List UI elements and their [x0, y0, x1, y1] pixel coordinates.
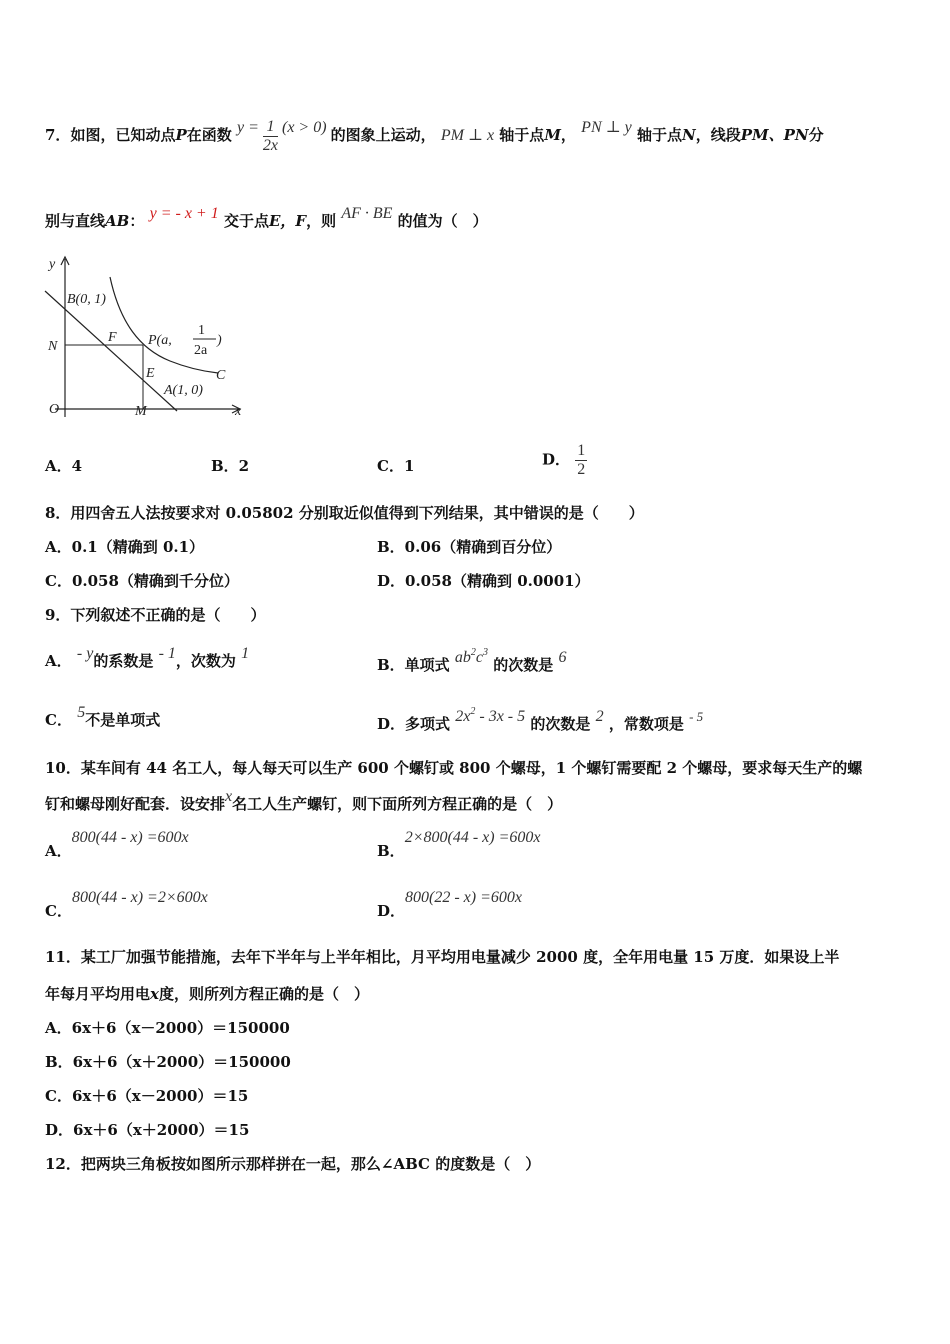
q8-option-b: B．0.06（精确到百分位） [377, 538, 562, 556]
label-b: B(0, 1) [67, 292, 106, 307]
q10-option-b: B．2×800(44 - x) =600x [377, 829, 541, 860]
q11-line1: 11．某工厂加强节能措施，去年下半年与上半年相比，月平均用电量减少 2000 度，全年用电量 15 万度．如果设上半 [45, 948, 840, 966]
q8-stem: 8．用四舍五人法按要求对 0.05802 分别取近似值得到下列结果，其中错误的是（ ） [45, 504, 644, 522]
q11-option-b: B．6x＋6（x＋2000）＝150000 [45, 1053, 291, 1071]
label-c: C [216, 368, 226, 383]
q8-option-d: D．0.058（精确到 0.0001） [377, 572, 590, 590]
q12-stem: 12．把两块三角板按如图所示那样拼在一起，那么∠ABC 的度数是（ ） [45, 1155, 541, 1173]
q11-option-c: C．6x＋6（x－2000）＝15 [45, 1087, 249, 1105]
q10-option-c: C．800(44 - x) =2×600x [45, 889, 208, 920]
label-p-den: 2a [194, 343, 208, 358]
q9-option-c: C． 5不是单项式 [45, 704, 161, 729]
pm-perp-x: PM ⊥ x [440, 127, 495, 145]
q10-option-d: D．800(22 - x) =600x [377, 889, 522, 920]
q11-option-a: A．6x＋6（x－2000）＝150000 [45, 1019, 290, 1037]
q11-line2: 年每月平均用电x度，则所列方程正确的是（ ） [45, 985, 369, 1003]
label-p-num: 1 [198, 323, 205, 338]
line-equation: y = - x + 1 [149, 205, 219, 222]
label-p: P(a, [148, 333, 172, 348]
label-f: F [108, 330, 117, 345]
function-expression: y = $\frac{1}{2x}$ (x > 0) [236, 118, 327, 154]
q7-option-d: D． $\frac{1}{2}$ [542, 442, 586, 478]
q7-option-c: C．1 [377, 457, 415, 475]
q8-option-a: A．0.1（精确到 0.1） [45, 538, 205, 556]
q11-option-d: D．6x＋6（x＋2000）＝15 [45, 1121, 250, 1139]
q9-option-a: A． - y的系数是 - 1，次数为 1 [45, 645, 250, 670]
q10-line1: 10．某车间有 44 名工人，每人每天可以生产 600 个螺钉或 800 个螺母，1 个螺钉需要配 2 个螺母，要求每天生产的螺 [45, 759, 863, 777]
q10-option-a: A．800(44 - x) =600x [45, 829, 189, 860]
label-x: x [235, 404, 242, 419]
q9-stem: 9．下列叙述不正确的是（ ） [45, 606, 266, 624]
q9-option-b: B．单项式 $ab^2c^3$ 的次数是 6 [377, 647, 567, 674]
label-p-close: ) [217, 333, 222, 348]
q7-option-b: B．2 [211, 457, 250, 475]
label-n: N [48, 339, 58, 354]
product-expression: AF · BE [341, 205, 393, 222]
q7-line1: 7．如图，已知动点P在函数 y = $\frac{1}{2x}$ (x > 0) 的图象上运动， PM ⊥ x 轴于点M， PN ⊥ y 轴于点N，线段PM、PN分 [45, 118, 824, 154]
q10-line2: 钉和螺母刚好配套．设安排x名工人生产螺钉，则下面所列方程正确的是（ ） [45, 788, 563, 813]
label-a: A(1, 0) [164, 383, 203, 398]
label-m: M [135, 404, 147, 419]
label-y: y [49, 257, 56, 272]
q7-line2: 别与直线AB： y = - x + 1 交于点E，F，则 AF · BE 的值为（ ） [45, 205, 488, 230]
q8-option-c: C．0.058（精确到千分位） [45, 572, 239, 590]
label-e: E [146, 366, 155, 381]
pn-perp-y: PN ⊥ y [581, 119, 632, 137]
label-o: O [49, 402, 60, 417]
q7-option-a: A．4 [45, 457, 83, 475]
q9-option-d: D．多项式 $2x^2 - 3x - 5$ 的次数是 2 ，常数项是 - 5 [377, 706, 704, 733]
q7-figure [40, 253, 260, 425]
